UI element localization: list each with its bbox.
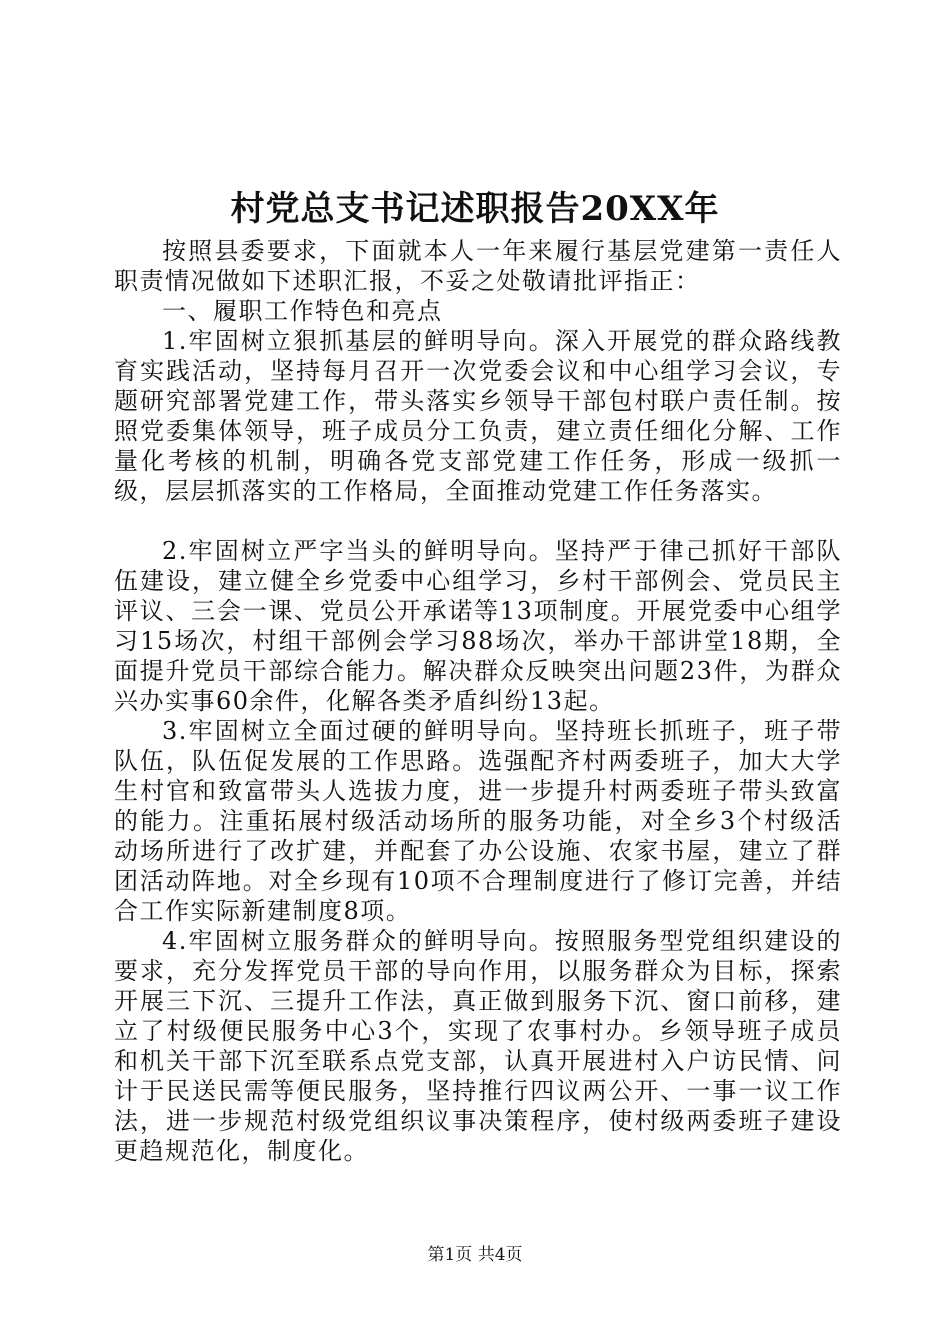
section-heading: 一、履职工作特色和亮点 [162, 297, 443, 325]
page-number: 第1页 共4页 [427, 1245, 523, 1265]
item-3-paragraph: 3.牢固树立全面过硬的鲜明导向。坚持班长抓班子，班子带队伍，队伍促发展的工作思路。选强配齐村两委班子，加大大学生村官和致富带头人选拔力度，进一步提升村两委班子带头致富的能力。注重拓展村级活动场所的服务功能，对全乡3个村级活动场所进行了改扩建，并配套了办公设施、农家书屋，建立了群团活动阵地。对全乡现有10项不合理制度进行了修订完善，并结合工作实际新建制度8项。 [114, 717, 842, 925]
item-2-paragraph: 2.牢固树立严字当头的鲜明导向。坚持严于律己抓好干部队伍建设，建立健全乡党委中心组学习，乡村干部例会、党员民主评议、三会一课、党员公开承诺等13项制度。开展党委中心组学习15场次，村组干部例会学习88场次，举办干部讲堂18期，全面提升党员干部综合能力。解决群众反映突出问题23件，为群众兴办实事60余件，化解各类矛盾纠纷13起。 [114, 537, 842, 715]
intro-paragraph: 按照县委要求，下面就本人一年来履行基层党建第一责任人职责情况做如下述职汇报，不妥之处敬请批评指正： [114, 237, 842, 295]
item-1-paragraph: 1.牢固树立狠抓基层的鲜明导向。深入开展党的群众路线教育实践活动，坚持每月召开一次党委会议和中心组学习会议，专题研究部署党建工作，带头落实乡领导干部包村联户责任制。按照党委集体领导，班子成员分工负责，建立责任细化分解、工作量化考核的机制，明确各党支部党建工作任务，形成一级抓一级，层层抓落实的工作格局，全面推动党建工作任务落实。 [114, 327, 842, 505]
item-4-paragraph: 4.牢固树立服务群众的鲜明导向。按照服务型党组织建设的要求，充分发挥党员干部的导向作用，以服务群众为目标，探索开展三下沉、三提升工作法，真正做到服务下沉、窗口前移，建立了村级便民服务中心3个，实现了农事村办。乡领导班子成员和机关干部下沉至联系点党支部，认真开展进村入户访民情、问计于民送民需等便民服务，坚持推行四议两公开、一事一议工作法，进一步规范村级党组织议事决策程序，使村级两委班子建设更趋规范化，制度化。 [114, 927, 842, 1165]
document-title: 村党总支书记述职报告20XX年 [230, 189, 720, 229]
document-body [114, 236, 842, 1166]
